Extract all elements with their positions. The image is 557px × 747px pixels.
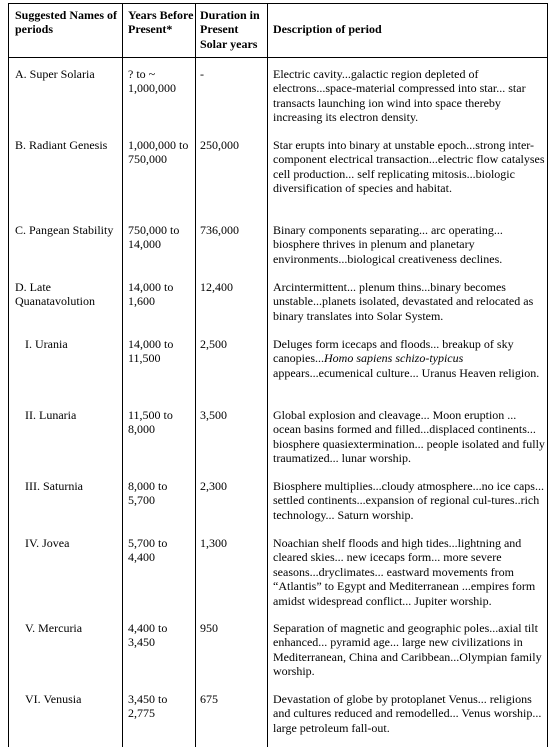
row-d-duration: 12,400 xyxy=(200,280,233,294)
row-b-duration: 250,000 xyxy=(200,138,239,152)
row-a-duration: - xyxy=(200,67,204,81)
row-d-name: D. Late Quanatavolution xyxy=(15,280,95,309)
row-vi-duration: 675 xyxy=(200,692,218,706)
row-ii-name: II. Lunaria xyxy=(25,408,77,422)
row-i-years: 14,000 to 11,500 xyxy=(128,337,174,366)
header-name: Suggested Names of periods xyxy=(15,8,117,37)
row-iii-description: Biosphere multiplies...cloudy atmosphere...no ice caps... settled continents...expansion of regional cul-tures..rich technology... Saturn worship. xyxy=(273,479,544,522)
row-i-duration: 2,500 xyxy=(200,337,227,351)
row-iii-duration: 2,300 xyxy=(200,479,227,493)
row-ii-years: 11,500 to 8,000 xyxy=(128,408,173,437)
row-a-name: A. Super Solaria xyxy=(15,67,95,81)
row-iv-duration: 1,300 xyxy=(200,536,227,550)
row-vi-name: VI. Venusia xyxy=(25,692,82,706)
row-v-duration: 950 xyxy=(200,621,218,635)
row-c-years: 750,000 to 14,000 xyxy=(128,223,180,252)
column-divider xyxy=(122,4,123,747)
row-b-years: 1,000,000 to 750,000 xyxy=(128,138,189,167)
header-duration: Duration in Present Solar years xyxy=(200,8,260,51)
row-a-years: ? to ~ 1,000,000 xyxy=(128,67,176,96)
row-a-description: Electric cavity...galactic region depleted of electrons...space-material compressed into star... star transacts launching ion wind into space thereby increasing its electron density. xyxy=(273,67,526,125)
row-i-description xyxy=(273,337,545,380)
row-vi-years: 3,450 to 2,775 xyxy=(128,692,168,721)
row-i-description-species: Homo sapiens schizo-typicus xyxy=(323,351,464,366)
row-v-years: 4,400 to 3,450 xyxy=(128,621,168,650)
row-ii-description: Global explosion and cleavage... Moon eruption ... ocean basins formed and filled...displaced continents... biosphere quasiextermination... people isolated and fully traumatized... lunar worship. xyxy=(273,408,545,466)
periods-table xyxy=(8,3,548,747)
row-d-description: Arcintermittent... plenum thins...binary becomes unstable...planets isolated, devastated and relocated as binary translates into Solar System. xyxy=(273,280,534,323)
column-divider xyxy=(267,4,268,747)
row-b-description: Star erupts into binary at unstable epoch...strong inter-component electrical transaction...electric flow catalyses cell production... self replicating mitosis...biologic diversification of species and habitat. xyxy=(273,138,545,196)
row-iv-description: Noachian shelf floods and high tides...lightning and cleared skies... new icecaps form... more severe seasons...dryclimates... eastward movements from “Atlantis” to Egypt and Mediterranean ...empires form amidst widespread conflict... Jupiter worship. xyxy=(273,536,536,608)
row-d-years: 14,000 to 1,600 xyxy=(128,280,174,309)
row-iii-name: III. Saturnia xyxy=(25,479,83,493)
row-i-description-end: appears...ecumenical culture... Uranus Heaven religion. xyxy=(273,365,540,380)
row-v-description: Separation of magnetic and geographic poles...axial tilt enhanced... pyramid age... large new civilizations in Mediterranean, China and Caribbean...Olympian family worship. xyxy=(273,621,542,679)
header-years: Years Before Present* xyxy=(128,8,194,37)
row-c-duration: 736,000 xyxy=(200,223,239,237)
row-i-name: I. Urania xyxy=(25,337,68,351)
header-description: Description of period xyxy=(273,22,382,36)
row-c-name: C. Pangean Stability xyxy=(15,223,114,237)
row-vi-description: Devastation of globe by protoplanet Venus... religions and cultures reduced and remodelled... Venus worship... large petroleum fall-out. xyxy=(273,692,542,735)
row-ii-duration: 3,500 xyxy=(200,408,227,422)
row-v-name: V. Mercuria xyxy=(25,621,83,635)
row-iv-name: IV. Jovea xyxy=(25,536,70,550)
header-divider xyxy=(9,57,547,58)
row-i-description-start: Deluges form icecaps and floods... breakup of sky canopies... xyxy=(273,337,514,366)
row-c-description: Binary components separating... arc operating... biosphere thrives in plenum and planetary environments...biological creativeness declines. xyxy=(273,223,503,266)
row-iv-years: 5,700 to 4,400 xyxy=(128,536,168,565)
row-b-name: B. Radiant Genesis xyxy=(15,138,108,152)
row-iii-years: 8,000 to 5,700 xyxy=(128,479,168,508)
